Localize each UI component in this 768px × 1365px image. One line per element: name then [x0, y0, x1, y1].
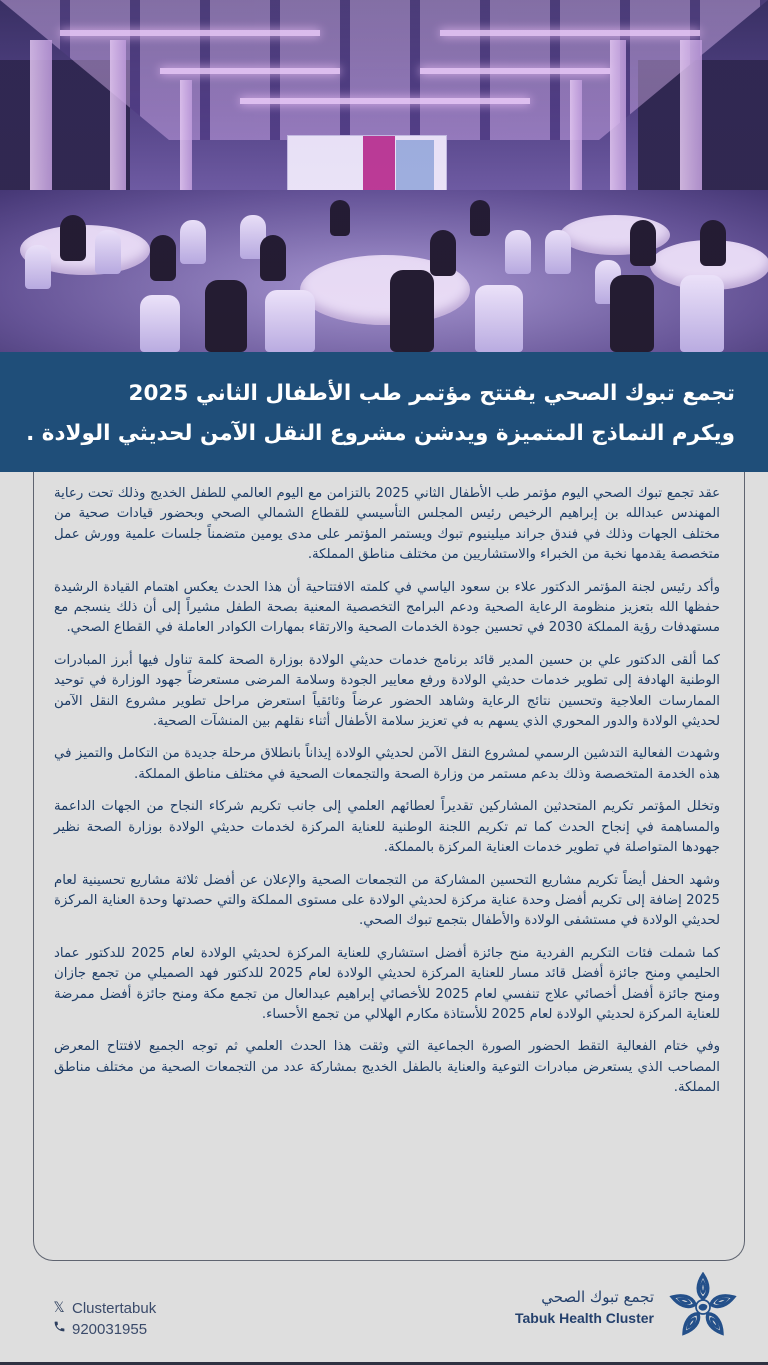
chair: [95, 230, 121, 274]
ceiling-light: [240, 98, 530, 104]
chair: [505, 230, 531, 274]
chair: [475, 285, 523, 352]
contact-info: [52, 1298, 156, 1340]
attendee: [260, 235, 286, 281]
paragraph-improvement-projects: وشهد الحفل أيضاً تكريم مشاريع التحسين المشاركة من التجمعات الصحية والإعلان عن أفضل ثلاثة مشاريع تحسينية لعام 2025 إضافة إلى تكريم أفضل وحدة عناية مركزة لحديثي الولادة على مستوى المملكة والتي حصدتها وحدة العناية المركزة لحديثي الولادة في مستشفى الولادة والأطفال بتجمع تبوك الصحي.: [54, 872, 720, 929]
headline-line-2: ويكرم النماذج المتميزة ويدشن مشروع النقل الآمن لحديثي الولادة .: [26, 421, 735, 446]
attendee: [150, 235, 176, 281]
paragraph-project-launch: وشهدت الفعالية التدشين الرسمي لمشروع النقل الآمن لحديثي الولادة إيذاناً بانطلاق مرحلة جديدة من التكامل والتميز في هذه الخدمة المتخصصة وذلك بدعم مستمر من وزارة الصحة والتجمعات الصحية في مختلف مناطق المملكة.: [54, 746, 720, 782]
attendee: [60, 215, 86, 261]
brand-name-arabic: تجمع تبوك الصحي: [541, 1288, 654, 1306]
paragraph-opening: عقد تجمع تبوك الصحي اليوم مؤتمر طب الأطفال الثاني 2025 بالتزامن مع اليوم العالمي للطفل الخديج وذلك تحت رعاية المهندس عبدالله بن إبراهيم الرخيص رئيس المجلس التأسيسي للقطاع الشمالي الصحي وبحضور قيادات صحية من مختلف الجهات وذلك في فندق جراند ميلينيوم تبوك ويستمر المؤتمر على مدى يومين متضمناً جلسات علمية وورش عمل متخصصة يقدمها نخبة من الخبراء والاستشاريين من مختلف مناطق المملكة.: [54, 486, 721, 563]
brand-names: [515, 1286, 654, 1328]
stage-banner: [363, 136, 395, 194]
ceiling-light: [420, 68, 610, 74]
attendee: [430, 230, 456, 276]
attendee: [390, 270, 434, 352]
chair: [545, 230, 571, 274]
attendee: [470, 200, 490, 236]
social-handle: Clustertabuk: [72, 1300, 157, 1317]
paragraph-ministry-speech: كما ألقى الدكتور علي بن حسين المدير قائد برنامج خدمات حديثي الولادة بوزارة الصحة كلمة تناول فيها أبرز المبادرات الوطنية الهادفة إلى تطوير خدمات حديثي الولادة ورفع معايير الجودة وسلامة المرضى مستعرضاً جهود الوزارة في توحيد الممارسات العلاجية وتحسين نتائج الرعاية وشاهد الحضور عرضاً وثائقياً استعرض مراحل تطوير مشروع النقل الآمن لحديثي الولادة والدور المحوري الذي يسهم به في تعزيز سلامة الأطفال أثناء نقلهم بين المنشآت الصحية.: [54, 652, 720, 730]
chair: [680, 275, 724, 352]
brand-lockup: [515, 1272, 738, 1342]
paragraph-closing: وفي ختام الفعالية التقط الحضور الصورة الجماعية التي وثقت هذا الحدث العلمي ثم توجه الجميع لافتتاح المعرض المصاحب الذي يستعرض مبادرات التوعية والعناية بالطفل الخديج بمشاركة عدد من التجمعات الصحية من مختلف مناطق المملكة.: [54, 1039, 720, 1096]
stage-display: [396, 140, 434, 190]
paragraph-individual-awards: كما شملت فئات التكريم الفردية منح جائزة أفضل استشاري للعناية المركزة لحديثي الولادة لعام 2025 للدكتور عماد الحليمي ومنح جائزة أفضل قائد مسار للعناية المركزة لحديثي الولادة لعام 2025 للدكتور فهد الصميلي من تجمع جازان ومنح جائزة أفضل أخصائي علاج تنفسي لعام 2025 للأخصائي إبراهيم عبدالعال من تجمع مكة ومنح جائزة أفضل ممرضة للعناية المركزة لحديثي الولادة لعام 2025 للأستاذة مكارم الهلالي من تجمع الأحساء.: [54, 945, 720, 1022]
chair: [25, 245, 51, 289]
x-icon: 𝕏: [53, 1300, 65, 1316]
stage-screen: [287, 135, 447, 195]
attendee: [205, 280, 247, 352]
paragraph-speaker-honors: وتخلل المؤتمر تكريم المتحدثين المشاركين تقديراً لعطائهم العلمي إلى جانب تكريم شركاء النجاح من الجهات الداعمة والمساهمة في إنجاح الحدث كما تم تكريم اللجنة الوطنية للعناية المركزة لخدمات حديثي الولادة بوزارة الصحة نظير جهودها المتواصلة في تطوير خدمات العناية المركزة بالمملكة.: [54, 799, 720, 856]
social-link[interactable]: [52, 1298, 156, 1319]
ceiling-light: [160, 68, 340, 74]
phone-link[interactable]: [52, 1319, 156, 1340]
attendee: [610, 275, 654, 352]
chair: [265, 290, 315, 352]
attendee: [630, 220, 656, 266]
paragraph-committee-chair: وأكد رئيس لجنة المؤتمر الدكتور علاء بن سعود الياسي في كلمته الافتتاحية أن هذا الحدث يعكس اهتمام القيادة الرشيدة حفظها الله بتعزيز منظومة الرعاية الصحية ودعم البرامج التخصصية المعنية بصحة الطفل مشيراً إلى أن ذلك ينسجم مع مستهدفات رؤية المملكة 2030 في تحسين جودة الخدمات الصحية والارتقاء بمهارات الكوادر العاملة في القطاع الصحي.: [54, 579, 720, 636]
chair: [140, 295, 180, 352]
hero-photo: [0, 0, 768, 352]
brand-name-english: Tabuk Health Cluster: [515, 1310, 654, 1326]
ceiling-light: [440, 30, 700, 36]
footer: [0, 1262, 768, 1362]
chair: [180, 220, 206, 264]
tabuk-health-cluster-star-logo-icon: [668, 1272, 738, 1342]
headline-line-1: تجمع تبوك الصحي يفتتح مؤتمر طب الأطفال الثاني 2025: [128, 381, 735, 406]
phone-number: 920031955: [72, 1321, 148, 1338]
attendee: [330, 200, 350, 236]
ceiling-light: [60, 30, 320, 36]
attendee: [700, 220, 726, 266]
headline-band: [0, 352, 768, 472]
article-body: [33, 472, 745, 1261]
phone-icon: [52, 1319, 66, 1340]
